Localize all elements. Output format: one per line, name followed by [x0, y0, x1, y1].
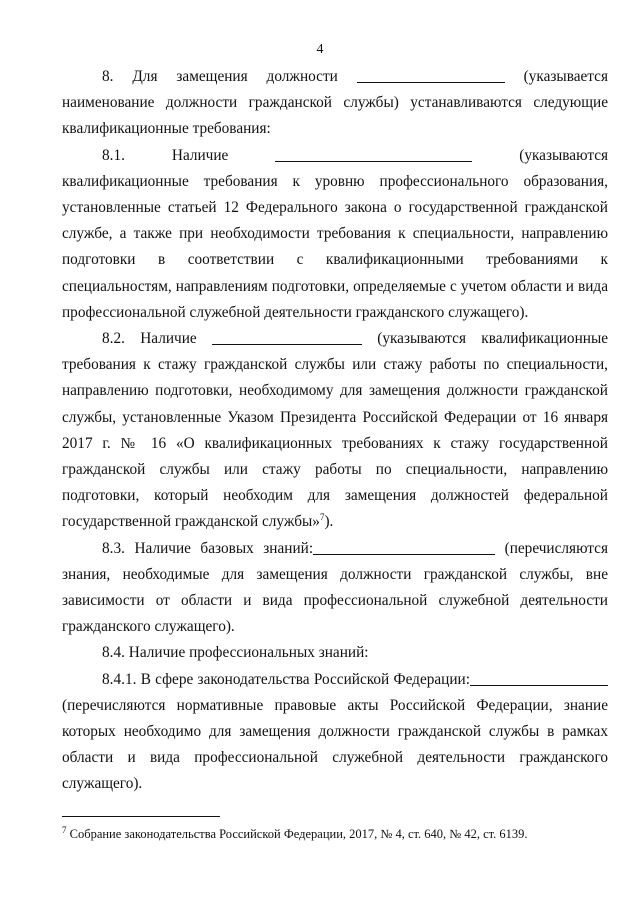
- fill-in-blank: [275, 145, 472, 161]
- paragraph-label: 8.4.1.: [102, 670, 137, 688]
- footnote-separator: [62, 816, 220, 817]
- paragraph-text: (указываются квалификационные требования к уровню профессионального образования, установленные статьей 12 Федерального закона о государственной гражданской службе, а также при необходимости требования к специальности, направлению подготовки в соответствии с квалификационными требованиями к специальностям, направлениям подготовки, определяемые с учетом области и вида профессиональной служебной деятельности гражданского служащего).: [62, 146, 609, 321]
- paragraph-label: 8.3.: [102, 539, 125, 557]
- paragraph-text: ).: [324, 513, 334, 531]
- footnote-marker: 7: [62, 824, 67, 835]
- paragraph-text: (перечисляются нормативные правовые акты Российской Федерации, знание которых необходимо для замещения должности гражданской службы в рамках области и вида профессиональной служебной деятельности гражданского служащего).: [62, 696, 608, 793]
- fill-in-blank: [357, 67, 505, 83]
- paragraph-8-2: [62, 326, 608, 536]
- paragraph-text: Наличие: [171, 146, 229, 164]
- paragraph-text: (перечисляются знания, необходимые для замещения должности гражданской службы, вне зависимости от области и вида профессиональной служебной деятельности гражданского служащего).: [62, 539, 608, 636]
- paragraph-text: Наличие профессиональных знаний:: [128, 644, 369, 662]
- paragraph-text: (указываются квалификационные требования к стажу гражданской службы или стажу работы по специальности, направлению подготовки, необходимому для замещения должности гражданской службы, установленные Указом Президента Российской Федерации от 16 января 2017 г. № 16 «О квалификационных требованиях к стажу государственной гражданской службы или стажу работы по специальности, направлению подготовки, который необходим для замещения должностей федеральной государственной гражданской службы»: [62, 330, 609, 531]
- paragraph-8-3: [62, 536, 608, 641]
- paragraph-label: 8.1.: [102, 146, 125, 164]
- paragraph-text: В сфере законодательства Российской Федерации:: [140, 670, 470, 688]
- footnote-reference: 7: [319, 512, 325, 523]
- document-body: [62, 64, 608, 798]
- page-number: 4: [316, 42, 324, 57]
- paragraph-8-1: [62, 143, 608, 326]
- footnote-text: Собрание законодательства Российской Федерации, 2017, № 4, ст. 640, № 42, ст. 6139.: [69, 827, 528, 841]
- paragraph-8-4: [62, 640, 608, 666]
- paragraph-label: 8.4.: [102, 644, 125, 662]
- paragraph-label: 8.2.: [102, 330, 125, 348]
- fill-in-blank: [313, 538, 495, 554]
- paragraph-text: (указывается наименование должности гражданской службы) устанавливаются следующие квалификационные требования:: [62, 68, 608, 138]
- footnote: [62, 826, 608, 842]
- fill-in-blank: [212, 329, 362, 345]
- fill-in-blank: [470, 669, 608, 685]
- paragraph-text: Наличие базовых знаний:: [134, 539, 314, 557]
- paragraph-text: Наличие: [140, 330, 197, 348]
- paragraph-8-4-1: [62, 667, 608, 798]
- paragraph-8: [62, 64, 608, 143]
- paragraph-label: 8.: [102, 68, 114, 85]
- paragraph-text: Для замещения должности: [132, 68, 338, 85]
